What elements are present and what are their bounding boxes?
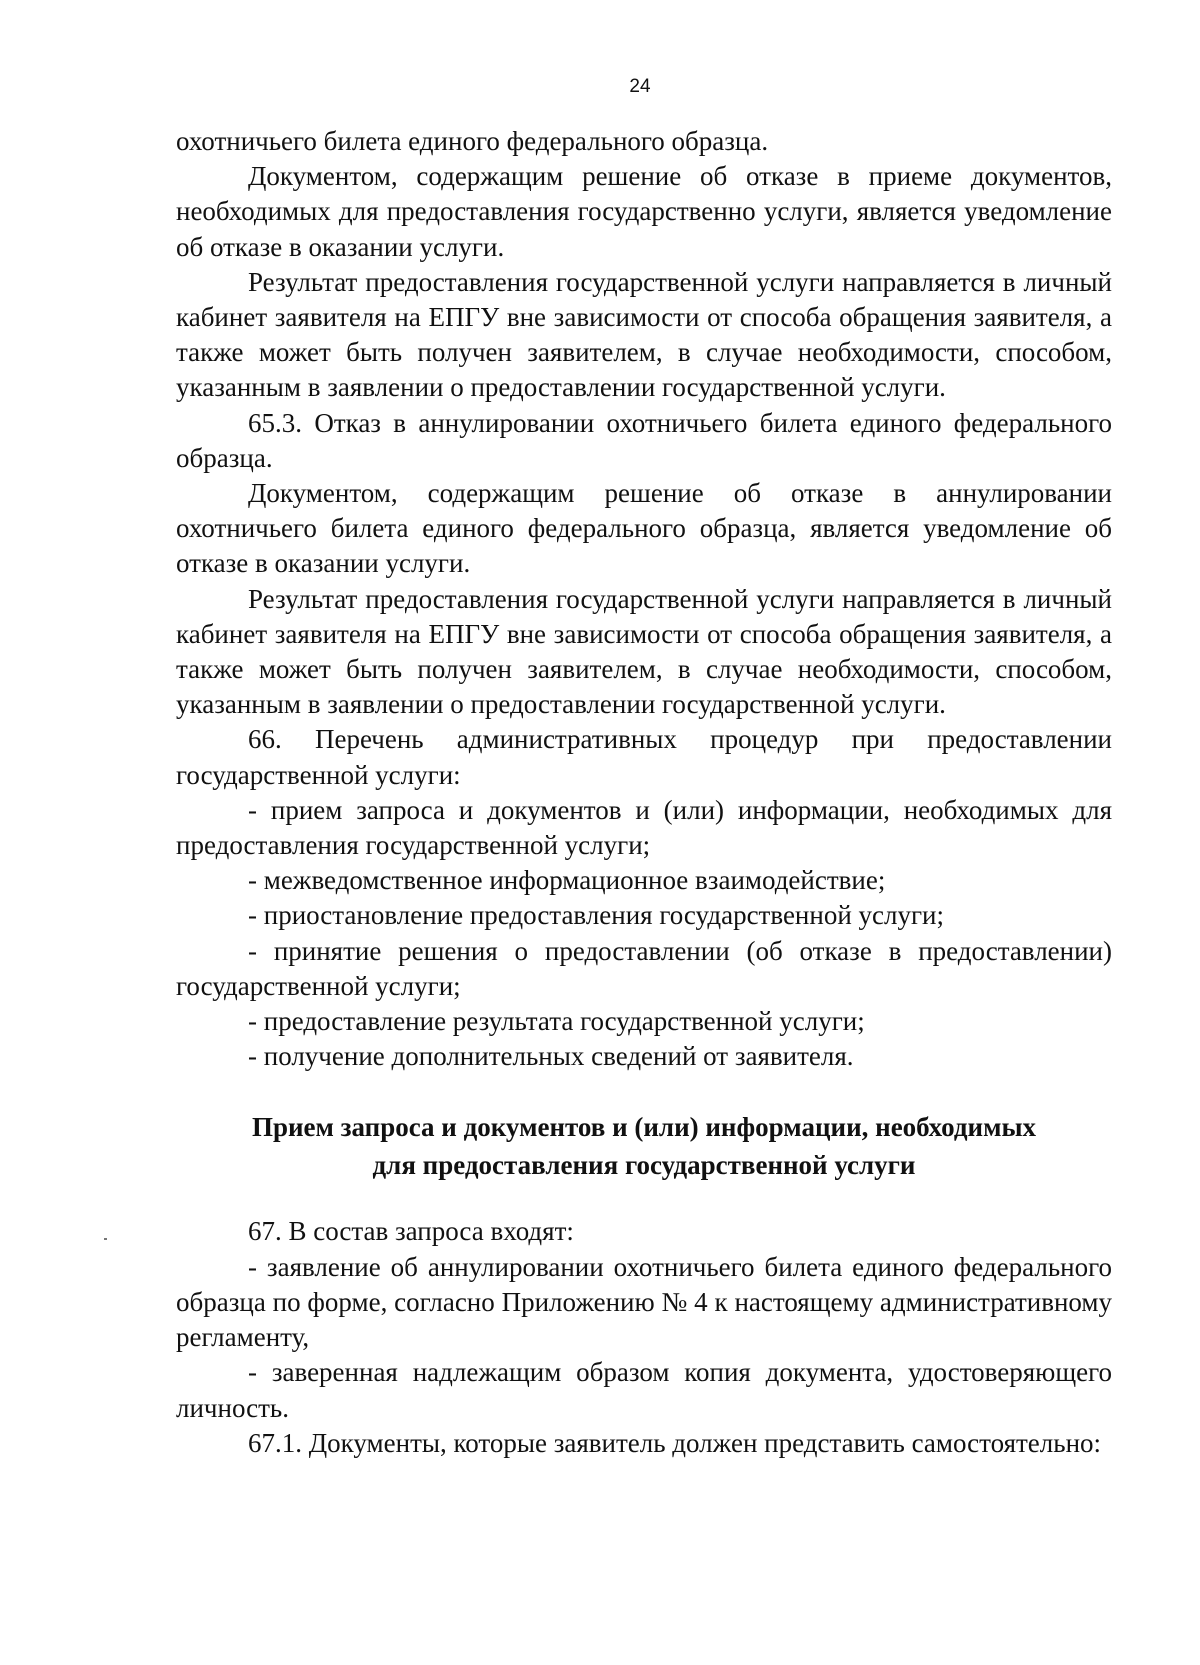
list-item: - принятие решения о предоставлении (об отказе в предоставлении) государственной услуги; [176, 935, 1112, 1001]
paragraph: 67. В состав запроса входят: [248, 1216, 574, 1247]
paragraph: охотничьего билета единого федерального образца. [176, 126, 769, 156]
list-item: - заверенная надлежащим образом копия документа, удостоверяющего личность. [176, 1357, 1112, 1423]
paragraph: Документом, содержащим решение об отказе в приеме документов, необходимых для предоставления государственно услуги, является уведомление об отказе в оказании услуги. [176, 161, 1112, 262]
paragraph: 66. Перечень административных процедур при предоставлении государственной услуги: [176, 724, 1112, 790]
section-heading-line: для предоставления государственной услуги [372, 1150, 916, 1181]
scan-artifact [104, 1238, 107, 1240]
list-item: - получение дополнительных сведений от заявителя. [248, 1041, 854, 1072]
list-item: - предоставление результата государственной услуги; [248, 1006, 865, 1037]
paragraph: Результат предоставления государственной услуги направляется в личный кабинет заявителя на ЕПГУ вне зависимости от способа обращения заявителя, а также может быть получен заявителем, в случае необходимости, способом, указанным в заявлении о предоставлении государственной услуги. [176, 583, 1112, 720]
paragraph: Документом, содержащим решение об отказе в аннулировании охотничьего билета единого федерального образца, является уведомление об отказе в оказании услуги. [176, 478, 1112, 579]
document-body [176, 124, 1112, 1461]
paragraph: 67.1. Документы, которые заявитель должен представить самостоятельно: [248, 1427, 1102, 1458]
list-item: - приостановление предоставления государственной услуги; [248, 900, 945, 931]
section-heading [176, 1074, 1112, 1214]
page-number: 24 [629, 76, 651, 97]
paragraph: 65.3. Отказ в аннулировании охотничьего билета единого федерального образца. [176, 407, 1112, 473]
paragraph: Результат предоставления государственной услуги направляется в личный кабинет заявителя на ЕПГУ вне зависимости от способа обращения заявителя, а также может быть получен заявителем, в случае необходимости, способом, указанным в заявлении о предоставлении государственной услуги. [176, 266, 1112, 403]
section-heading-line: Прием запроса и документов и (или) информации, необходимых [251, 1112, 1037, 1143]
list-item: - межведомственное информационное взаимодействие; [248, 865, 886, 896]
list-item: - заявление об аннулировании охотничьего билета единого федерального образца по форме, согласно Приложению № 4 к настоящему административному регламенту, [176, 1251, 1112, 1353]
list-item: - прием запроса и документов и (или) информации, необходимых для предоставления государственной услуги; [176, 794, 1112, 861]
